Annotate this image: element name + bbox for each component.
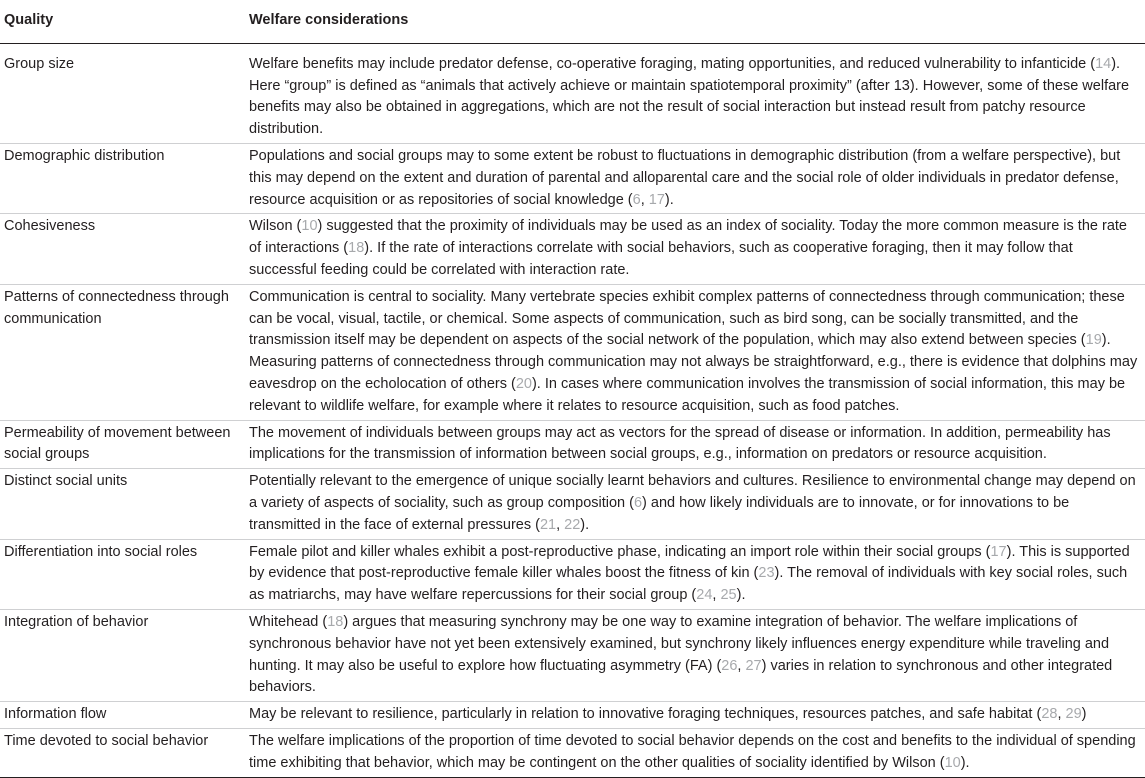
text-segment: The welfare implications of the proportion of time devoted to social behavior depends on the cost and benefits to the individual of spending time exhibiting that behavior, which may be contingent on the other qualities of sociality identified by Wilson ( (249, 732, 1136, 771)
quality-cell: Cohesiveness (0, 214, 246, 284)
table-row (0, 728, 1145, 777)
text-segment: ). (664, 191, 674, 208)
table-row (0, 214, 1145, 284)
reference-link[interactable]: 18 (348, 240, 365, 257)
text-segment: , (640, 191, 649, 208)
text-segment: , (1057, 706, 1066, 723)
reference-link[interactable]: 29 (1065, 706, 1082, 723)
quality-cell: Information flow (0, 702, 246, 729)
reference-link[interactable]: 24 (696, 587, 713, 604)
quality-cell: Distinct social units (0, 469, 246, 539)
welfare-considerations-cell (246, 728, 1145, 777)
text-segment: Whitehead ( (249, 613, 328, 630)
text-segment: Welfare benefits may include predator defense, co-operative foraging, mating opportunities, and reduced vulnerability to infanticide ( (249, 55, 1096, 72)
text-segment: ). In cases where communication involves the transmission of social information, this may be relevant to wildlife welfare, for example where it relates to resource acquisition, such as food patches. (249, 375, 1126, 414)
header-welfare-considerations: Welfare considerations (246, 0, 1145, 43)
text-segment: Female pilot and killer whales exhibit a post-reproductive phase, indicating an import role within their social groups ( (249, 543, 991, 560)
text-segment: ) argues that measuring synchrony may be one way to examine integration of behavior. The welfare implications of synchronous behavior have not yet been extensively examined, but synchrony likely influences energy expenditure while traveling and hunting. It may also be useful to explore how fluctuating asymmetry (FA) ( (249, 613, 1110, 674)
table-row (0, 469, 1145, 539)
text-segment: Populations and social groups may to some extent be robust to fluctuations in demographic distribution (from a welfare perspective), but this may depend on the extent and duration of parental and alloparental care and the social role of older individuals in predator defense, resource acquisition or as repositories of social knowledge ( (249, 147, 1121, 208)
welfare-considerations-cell (246, 420, 1145, 469)
header-quality: Quality (0, 0, 246, 43)
text-segment: ). Here “group” is defined as “animals that actively achieve or maintain spatiotemporal proximity” (after 13). However, some of these welfare benefits may also be obtained in aggregations, which are not the result of social interaction but instead result from patchy resource distribution. (249, 55, 1130, 138)
table-row (0, 284, 1145, 420)
text-segment: The movement of individuals between groups may act as vectors for the spread of disease or information. In addition, permeability has implications for the transmission of information between social groups, e.g., information on predators or resource acquisition. (249, 424, 1111, 463)
header-row (0, 0, 1145, 43)
text-segment: ). (580, 516, 590, 533)
reference-link[interactable]: 22 (564, 516, 581, 533)
reference-link[interactable]: 27 (745, 657, 762, 674)
reference-link[interactable]: 19 (1085, 332, 1102, 349)
quality-cell: Permeability of movement between social groups (0, 420, 246, 469)
reference-link[interactable]: 25 (720, 587, 737, 604)
welfare-considerations-cell (246, 284, 1145, 420)
reference-link[interactable]: 28 (1041, 706, 1058, 723)
reference-link[interactable]: 17 (990, 543, 1007, 560)
reference-link[interactable]: 10 (301, 218, 318, 235)
welfare-considerations-cell (246, 539, 1145, 609)
reference-link[interactable]: 17 (648, 191, 665, 208)
text-segment: May be relevant to resilience, particularly in relation to innovative foraging techniques, resources patches, and safe habitat ( (249, 706, 1042, 723)
quality-cell: Group size (0, 43, 246, 143)
reference-link[interactable]: 6 (633, 494, 643, 511)
text-segment: ) suggested that the proximity of individuals may be used as an index of sociality. Today the more common measure is the rate of interactions ( (249, 218, 1127, 257)
table-row (0, 702, 1145, 729)
text-segment: ) and how likely individuals are to innovate, or for innovations to be transmitted in the face of external pressures ( (249, 494, 1070, 533)
reference-link[interactable]: 21 (539, 516, 557, 533)
text-segment: Wilson ( (249, 218, 302, 235)
text-segment: Communication is central to sociality. Many vertebrate species exhibit complex patterns of connectedness through communication; these can be vocal, visual, tactile, or chemical. Some aspects of communication, such as bird song, can be socially transmitted, and the transmission itself may be dependent on aspects of the social network of the population, which may also extend between species ( (249, 288, 1125, 349)
table-row (0, 43, 1145, 143)
table-row (0, 143, 1145, 213)
quality-cell: Integration of behavior (0, 609, 246, 701)
welfare-considerations-cell (246, 214, 1145, 284)
text-segment: ). If the rate of interactions correlate with social behaviors, such as cooperative foraging, then it may follow that successful feeding could be correlated with interaction rate. (249, 240, 1073, 278)
reference-link[interactable]: 20 (515, 375, 532, 392)
table-row (0, 609, 1145, 701)
text-segment: , (556, 516, 565, 533)
reference-link[interactable]: 18 (327, 613, 344, 630)
reference-link[interactable]: 14 (1095, 55, 1112, 72)
text-segment: ). Measuring patterns of connectedness through communication may not always be straightforward, e.g., there is evidence that dolphins may eavesdrop on the echolocation of others ( (249, 332, 1138, 392)
reference-link[interactable]: 6 (632, 191, 641, 208)
quality-cell: Patterns of connectedness through communication (0, 284, 246, 420)
text-segment: , (737, 657, 746, 674)
quality-cell: Time devoted to social behavior (0, 728, 246, 777)
welfare-considerations-cell (246, 143, 1145, 213)
quality-cell: Differentiation into social roles (0, 539, 246, 609)
table-row (0, 420, 1145, 469)
welfare-considerations-cell (246, 469, 1145, 539)
quality-cell: Demographic distribution (0, 143, 246, 213)
text-segment: ) varies in relation to synchronous and other integrated behaviors. (249, 657, 1113, 696)
text-segment: ). The removal of individuals with key social roles, such as matriarchs, may have welfare repercussions for their social group ( (249, 565, 1128, 604)
welfare-considerations-cell (246, 702, 1145, 729)
text-segment: ). (960, 754, 970, 771)
table-row (0, 539, 1145, 609)
reference-link[interactable]: 26 (721, 657, 738, 674)
welfare-considerations-cell (246, 609, 1145, 701)
reference-link[interactable]: 23 (758, 565, 775, 582)
reference-link[interactable]: 10 (944, 754, 961, 771)
text-segment: ). This is supported by evidence that post-reproductive female killer whales boost the fitness of kin ( (249, 543, 1130, 582)
text-segment: , (712, 587, 721, 604)
text-segment: Potentially relevant to the emergence of unique socially learnt behaviors and cultures. Resilience to environmental change may depend on a variety of aspects of sociality, such as group composition ( (249, 473, 1136, 511)
text-segment: ) (1081, 706, 1087, 723)
welfare-considerations-cell (246, 43, 1145, 143)
text-segment: ). (736, 587, 746, 604)
